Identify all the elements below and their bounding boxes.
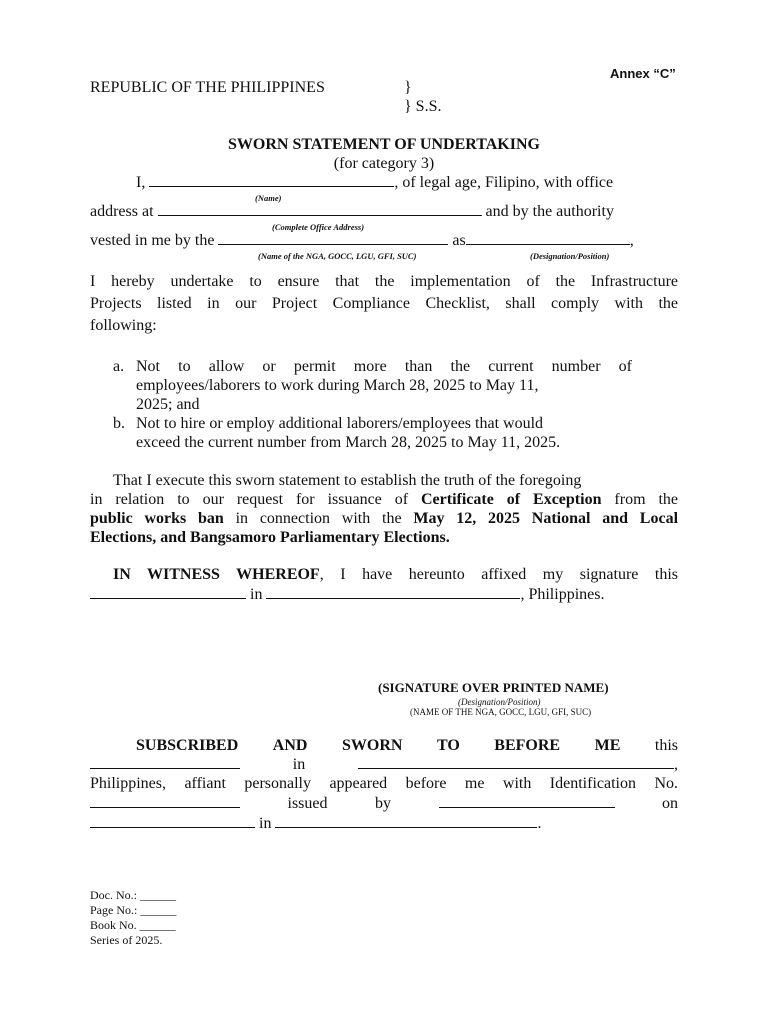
sub-place-blank[interactable] [358,767,674,769]
sub-in-2: in [259,815,272,832]
sub-issued: issued [287,795,328,812]
sub-on: on [662,795,678,812]
book-no: Book No. ______ [90,918,176,932]
item-a-line-1: Not to allow or permit more than the current number of [136,358,632,375]
item-b-line-1: Not to hire or employ additional laborers/employees that would [136,415,544,432]
sub-word-5: BEFORE [494,737,561,754]
intro-line-2 [90,203,614,221]
item-b-line-2: exceed the current number from March 28, 2025 to May 11, 2025. [136,434,561,451]
designation-caption: (Designation/Position) [530,251,610,261]
execute-3b: in connection with the [235,510,402,527]
sub-comma: , [673,756,678,773]
sub-in: in [292,756,306,773]
annex-label: Annex “C” [610,66,676,81]
name-caption: (Name) [255,193,282,203]
subscribed-line-5 [90,815,541,833]
subscribed-line-3: Philippines, affiant personally appeared before me with Identification No. [90,775,678,792]
document-title: SWORN STATEMENT OF UNDERTAKING [228,136,540,153]
authority-text: and by the authority [485,203,614,220]
republic-heading: REPUBLIC OF THE PHILIPPINES [90,79,325,96]
undertake-line-3: following: [90,317,157,334]
series-of: Series of 2025. [90,933,163,947]
intro-line-3 [90,232,634,250]
signature-printed-name: (SIGNATURE OVER PRINTED NAME) [378,680,609,695]
issued-on-blank[interactable] [90,826,255,828]
comma-text: , [629,232,634,249]
subscribed-line-1 [136,737,678,755]
as-text: as [452,232,466,249]
sub-word-3: SWORN [341,737,403,754]
address-caption: (Complete Office Address) [272,222,365,232]
issued-by-blank[interactable] [439,806,615,808]
election-date: May 12, 2025 National and Local [413,510,679,527]
sub-date-blank[interactable] [90,767,240,769]
witness-line-2 [90,586,604,604]
signature-designation: (Designation/Position) [458,697,541,707]
subscribed-line-2 [90,756,678,774]
witness-rest: , I have hereunto affixed my signature this [319,566,679,583]
designation-blank[interactable] [466,243,630,245]
doc-no: Doc. No.: ______ [90,888,176,902]
item-a-line-3: 2025; and [136,396,200,413]
witness-in: in [250,586,263,603]
page-no: Page No.: ______ [90,903,177,917]
address-blank[interactable] [158,214,482,216]
item-a-marker: a. [113,358,125,375]
execute-2c: from the [614,491,678,508]
sub-this: this [654,737,679,754]
execute-line-4: Elections, and Bangsamoro Parliamentary Elections. [90,529,450,546]
witness-philippines: , Philippines. [520,586,605,603]
item-b-marker: b. [113,415,125,432]
execute-line-2 [90,491,678,509]
certificate-of-exception: Certificate of Exception [420,491,602,508]
witness-date-blank[interactable] [90,597,246,599]
name-blank[interactable] [149,185,394,187]
subscribed-line-4 [90,795,678,813]
brace-ss: } S.S. [404,98,442,115]
execute-line-1: That I execute this sworn statement to establish the truth of the foregoing [113,472,582,489]
legal-age-text: , of legal age, Filipino, with office [394,174,614,191]
public-works-ban: public works ban [90,510,224,527]
intro-line-1 [136,174,613,192]
document-subtitle: (for category 3) [333,155,435,172]
nga-caption: (Name of the NGA, GOCC, LGU, GFI, SUC) [258,251,417,261]
sub-word-6: ME [594,737,621,754]
sub-by: by [375,795,391,812]
sub-word-1: SUBSCRIBED [136,737,239,754]
sub-period: . [537,815,542,832]
undertake-line-1: I hereby undertake to ensure that the implementation of the Infrastructure [90,273,678,290]
issued-place-blank[interactable] [275,826,537,828]
execute-2a: in relation to our request for issuance of [90,491,409,508]
sub-word-4: TO [436,737,460,754]
witness-line-1 [113,566,678,584]
undertake-line-2: Projects listed in our Project Compliance Checklist, shall comply with the [90,295,678,312]
sub-word-2: AND [272,737,308,754]
address-at-text: address at [90,203,154,220]
execute-line-3 [90,510,678,528]
item-a-line-2: employees/laborers to work during March 28, 2025 to May 11, [136,377,539,394]
i-label: I, [136,174,146,191]
signature-agency: (NAME OF THE NGA, GOCC, LGU, GFI, SUC) [410,707,592,717]
brace-top: } [404,79,412,96]
nga-blank[interactable] [218,243,448,245]
id-number-blank[interactable] [90,806,240,808]
witness-place-blank[interactable] [266,597,520,599]
vested-text: vested in me by the [90,232,215,249]
witness-whereof: IN WITNESS WHEREOF [113,566,320,583]
